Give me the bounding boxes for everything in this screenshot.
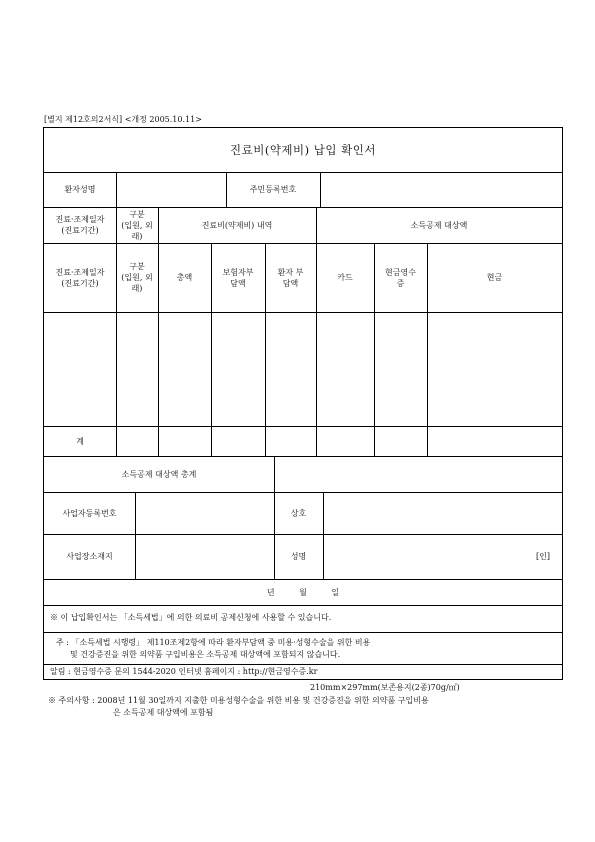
total-amount-header: 총액 bbox=[176, 273, 193, 282]
caution-line2: 은 소득공제 대상액에 포함됨 bbox=[113, 708, 214, 717]
form-number-label: [별지 제12호의2서식] <개정 2005.10.11> bbox=[44, 115, 202, 124]
cash-receipt-header: 현금영수 증 bbox=[385, 267, 416, 288]
exclusion-notice-line2: 및 건강증진을 위한 의약품 구입비용은 소득공제 대상액에 포함되지 않습니다. bbox=[70, 650, 341, 659]
deductible-header: 소득공제 대상액 bbox=[410, 220, 468, 230]
seal-mark: [인] bbox=[536, 552, 550, 561]
cash-header: 현금 bbox=[486, 273, 503, 282]
cost-detail-header: 진료비(약제비) 내역 bbox=[201, 220, 273, 230]
card-header: 카드 bbox=[337, 273, 353, 282]
type-header: 구분 (입원, 외래) bbox=[121, 209, 153, 241]
usage-notice: ※ 이 납입확인서는 「소득세법」에 의한 의료비 공제신청에 사용할 수 있습니다. bbox=[50, 613, 332, 622]
business-address-field[interactable] bbox=[135, 534, 274, 579]
insurer-share-header: 보험자부 담액 bbox=[222, 267, 254, 288]
deductible-total-field[interactable] bbox=[274, 456, 562, 492]
sum-label: 계 bbox=[76, 436, 84, 446]
business-name-field[interactable] bbox=[323, 492, 562, 534]
treatment-date-header: 진료·조제일자 (진료기간) bbox=[55, 215, 105, 235]
patient-share-header: 환자 부 담액 bbox=[277, 267, 304, 288]
type-subheader: 구분 (입원, 외래) bbox=[121, 262, 153, 293]
issue-date-line: 년 월 일 bbox=[266, 587, 340, 597]
patient-name-field[interactable] bbox=[116, 172, 226, 207]
business-address-label: 사업장소재지 bbox=[66, 552, 113, 561]
cash-receipt-info: 알림 : 현금영수증 문의 1544-2020 인터넷 홈페이지 : http://현금영수증.kr bbox=[50, 667, 318, 676]
paper-spec: 210mm×297mm(보존용지(2종)70g/㎡) bbox=[310, 683, 460, 692]
payment-confirmation-form bbox=[43, 127, 563, 680]
business-reg-label: 사업자등록번호 bbox=[62, 508, 117, 518]
exclusion-notice-line1: 주 : 「소득세법 시행령」 제110조제2항에 따라 환자부담액 중 미용·성형수술을 위한 비용 bbox=[56, 638, 371, 647]
representative-name-label: 성명 bbox=[290, 552, 307, 561]
patient-name-label: 환자성명 bbox=[64, 185, 96, 194]
treatment-date-subheader: 진료·조제일자 (진료기간) bbox=[55, 267, 105, 288]
treatment-entries-area[interactable] bbox=[44, 312, 562, 426]
form-title: 진료비(약제비) 납입 확인서 bbox=[230, 143, 376, 157]
resident-id-label: 주민등록번호 bbox=[249, 185, 297, 194]
caution-line1: ※ 주의사항 : 2008년 11월 30일까지 지출한 미용성형수술을 위한 비용 및 건강증진을 위한 의약품 구입비용 bbox=[48, 696, 429, 705]
business-name-label: 상호 bbox=[290, 508, 307, 518]
business-reg-field[interactable] bbox=[135, 492, 274, 534]
deductible-total-label: 소득공제 대상액 총계 bbox=[121, 469, 197, 479]
resident-id-field[interactable] bbox=[320, 172, 562, 207]
